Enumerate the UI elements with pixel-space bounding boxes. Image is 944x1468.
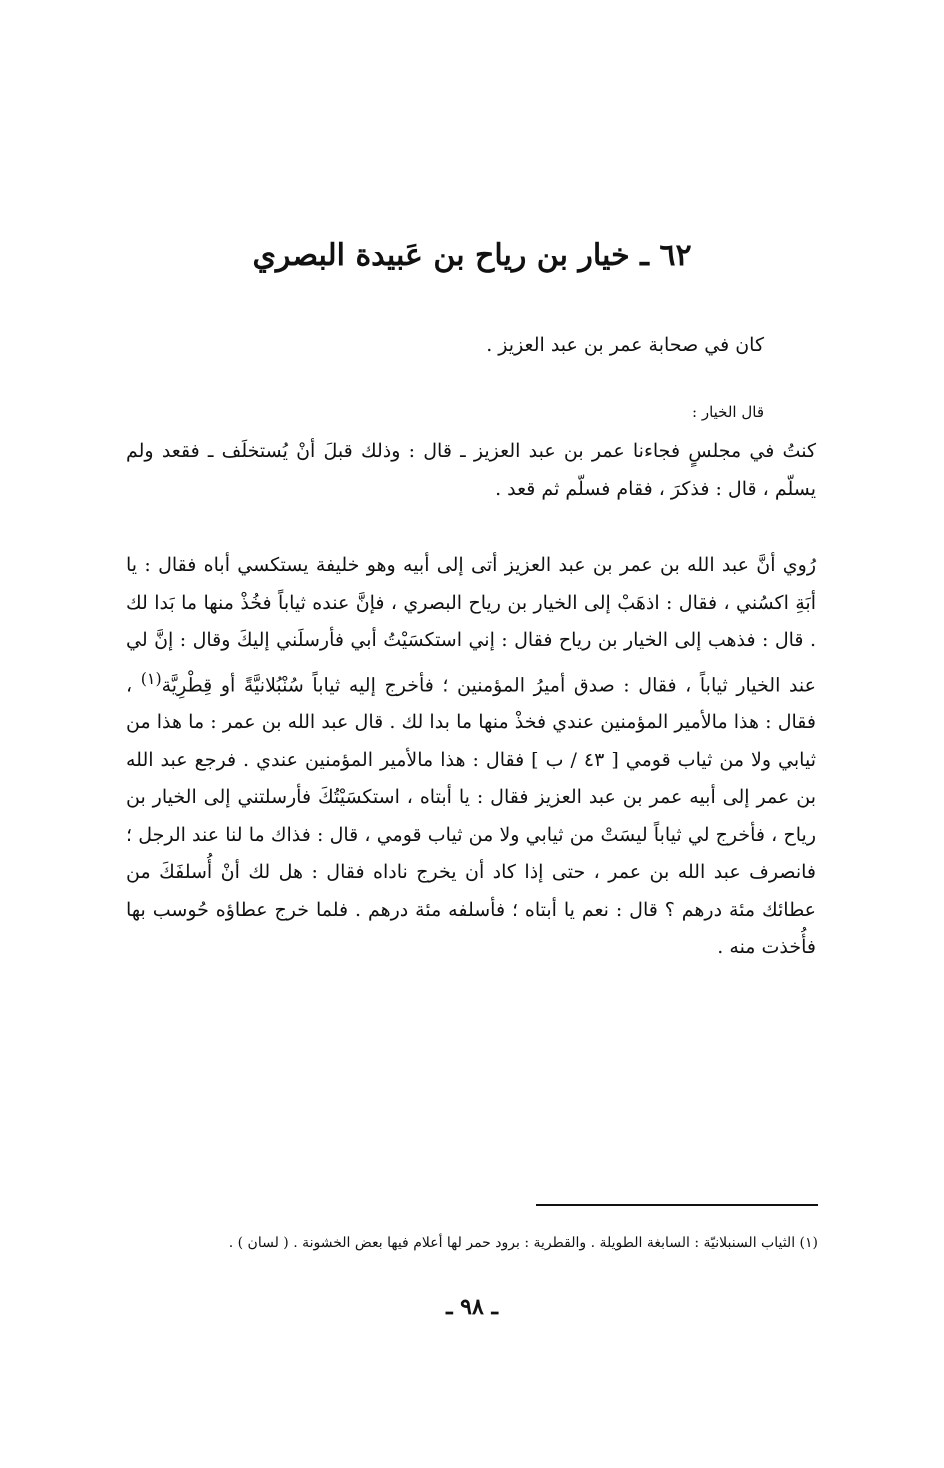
footnote: (١) الثياب السنبلانيّة : السابغة الطويلة . والقطرية : برود حمر لها أعلام فيها بعض الخشونة . ( لسان ) . [228,1235,818,1251]
intro-paragraph: كان في صحابة عمر بن عبد العزيز . [486,334,764,356]
quote-label: قال الخيار : [692,403,764,421]
narration-part-1: رُوي أنَّ عبد الله بن عمر بن عبد العزيز أتى إلى أبيه وهو خليفة يستكسي أباه فقال : يا أبَةِ اكسُني ، فقال : اذهَبْ إلى الخيار بن رياح البصري ، فإنَّ عنده ثياباً فخُذْ منها ما بَدا لك . قال : فذهب إلى الخيار بن رياح فقال : إني استكسَيْتُ أبي فأرسلَني إليكَ وقال : إنَّ لي عند الخيار ثياباً ، فقال : صدق أميرُ المؤمنين ؛ فأخرج إليه ثياباً سُنْبُلانيَّةً أو قِطْرِيَّة [126,554,817,696]
footnote-reference: (١) [140,668,162,688]
narration-paragraph [126,547,816,967]
chapter-title: ٦٢ ـ خيار بن رياح بن عَبيدة البصري [252,238,692,273]
page-number: ـ ٩٨ ـ [446,1294,498,1320]
footnote-divider [536,1204,818,1206]
narration-part-2: ، فقال : هذا مالأمير المؤمنين عندي فخذْ منها ما بدا لك . قال عبد الله بن عمر : ما هذا من ثيابي ولا من ثياب قومي [ ٤٣ / ب ] فقال : هذا مالأمير المؤمنين عندي . فرجع عبد الله بن عمر إلى أبيه عمر بن عبد العزيز فقال : يا أبتاه ، استكسَيْتُكَ فأرسلتني إلى الخيار بن رياح ، فأخرج لي ثياباً ليسَتْ من ثيابي ولا من ثياب قومي ، قال : فذاك ما لنا عند الرجل ؛ فانصرف عبد الله بن عمر ، حتى إذا كاد أن يخرج ناداه فقال : هل لك أنْ أُسلفَكَ من عطائك مئة درهم ؟ قال : نعم يا أبتاه ؛ فأسلفه مئة درهم . فلما خرج عطاؤه حُوسب بها فأُخذت منه . [126,673,816,959]
quote-paragraph: كنتُ في مجلسٍ فجاءنا عمر بن عبد العزيز ـ قال : وذلك قبلَ أنْ يُستخلَف ـ فقعد ولم يسلّم ، قال : فذكرَ ، فقام فسلّم ثم قعد . [126,440,816,500]
